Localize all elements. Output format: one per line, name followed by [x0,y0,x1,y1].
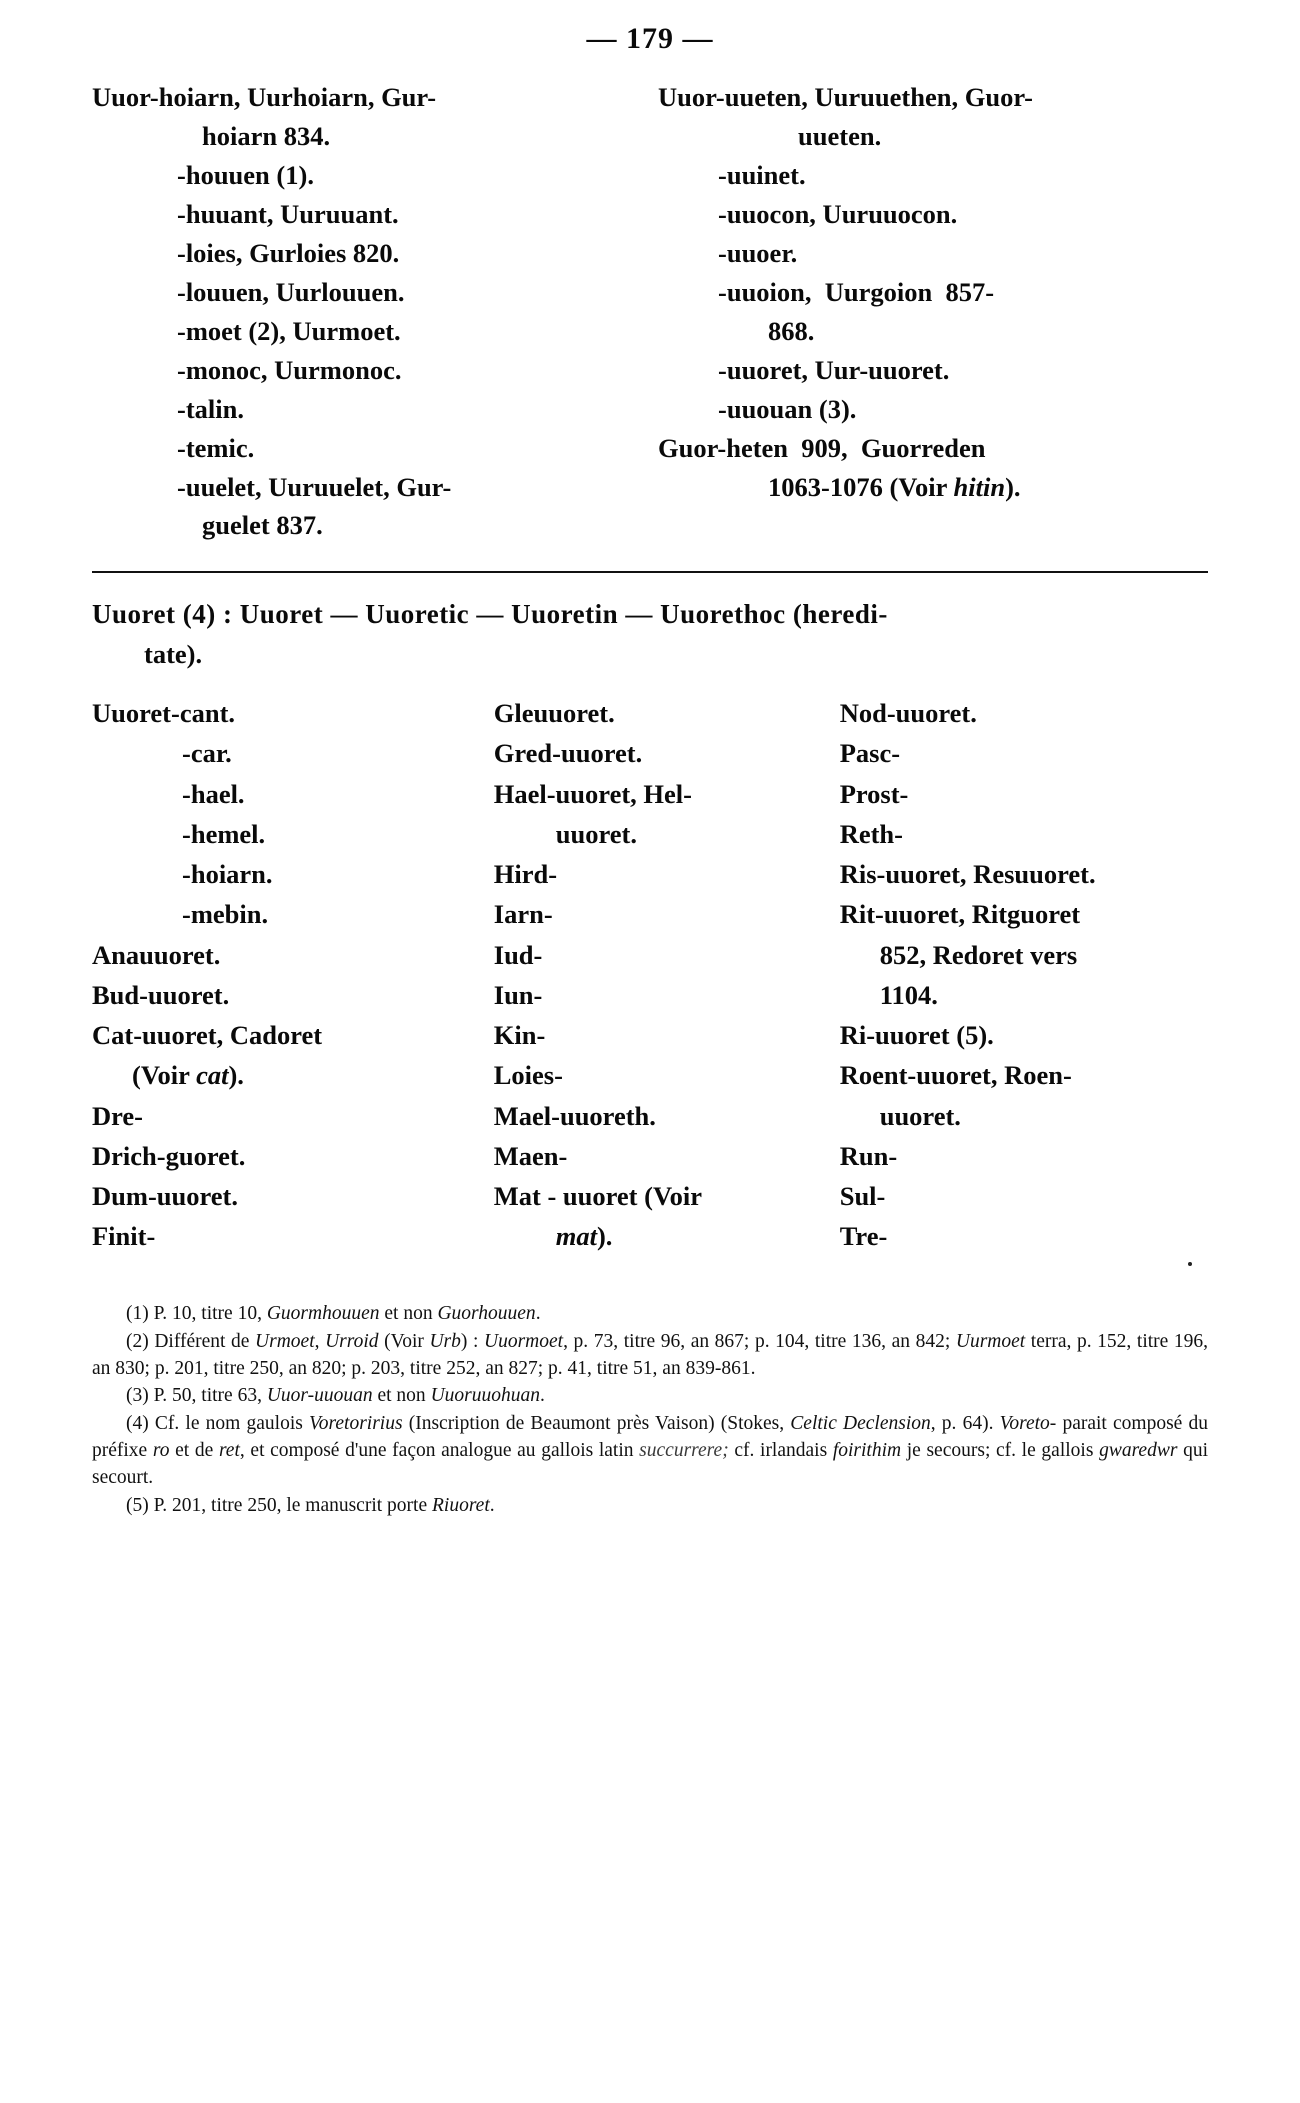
list-item: Bud-uuoret. [92,979,230,1010]
list-item: Iun- [493,979,543,1010]
list-item: Uuor-hoiarn, Uurhoiarn, Gur- [92,82,437,112]
list-item: Cat-uuoret, Cadoret [92,1020,323,1051]
list-item: -uuinet. [718,159,806,190]
list-item: -loies, Gurloies 820. [177,237,400,268]
list-item: -houuen (1). [177,159,314,190]
list-item: -hemel. [182,818,266,849]
list-item: (Voir cat). [132,1060,244,1091]
list-item: uuoret. [555,818,637,849]
list-item: mat). [555,1221,613,1252]
compound-column-3 [840,693,1208,1257]
list-item: -temic. [177,432,255,463]
list-item: Uuor-uueten, Uuruuethen, Guor- [658,82,1033,112]
list-item: Tre- [839,1221,888,1252]
top-column-right [650,78,1208,545]
list-item: Dum-uuoret. [92,1181,238,1212]
list-item: -uuelet, Uuruuelet, Gur- [177,471,452,502]
list-item: -uuoion, Uurgoion 857- [718,276,995,307]
list-item: -talin. [177,393,244,424]
list-item: -uuocon, Uuruuocon. [718,198,958,229]
footnote-2: (2) Différent de Urmoet, Urroid (Voir Urb) : Uuormoet, p. 73, titre 96, an 867; p. 104, titre 136, an 842; Uurmoet terra, p. 152, titre 196, an 830; p. 201, titre 250, an 820; p. 203, titre 252, an 827; p. 41, titre 51, an 839-861. [92,1330,1209,1379]
compound-column-2 [494,693,840,1257]
page-number: — 179 — [586,22,714,55]
list-item: -louuen, Uurlouuen. [177,276,405,307]
footnote-3: (3) P. 50, titre 63, Uuor-uuouan et non Uuoruuohuan. [126,1385,545,1407]
list-item: -uuoret, Uur-uuoret. [718,354,950,385]
list-item: Iarn- [493,899,553,930]
list-item: Maen- [493,1140,568,1171]
footnote-section [92,1301,1208,1520]
list-item: -uuoer. [718,237,798,268]
list-item: -huuant, Uuruuant. [177,198,399,229]
compound-column-1 [92,693,494,1257]
list-item: Loies- [493,1060,563,1091]
list-item: Anauuoret. [92,939,221,970]
list-item: Iud- [493,939,543,970]
list-item: -hael. [182,778,245,809]
list-item: Finit- [92,1221,156,1252]
list-item: -hoiarn. [182,859,273,890]
list-item: Prost- [839,778,909,809]
list-item: Hael-uuoret, Hel- [493,778,692,809]
list-item: Gred-uuoret. [493,738,643,769]
list-item: 1104. [879,979,938,1010]
headword-entry [92,595,1208,673]
list-item: Ris-uuoret, Resuuoret. [839,859,1096,890]
list-item: -car. [182,738,232,769]
list-item: Uuoret-cant. [92,698,236,728]
list-item: -moet (2), Uurmoet. [177,315,401,346]
list-item: Drich-guoret. [92,1140,246,1171]
top-two-column-list [92,78,1208,545]
list-item: Rit-uuoret, Ritguoret [839,899,1081,930]
list-item: Reth- [839,818,903,849]
list-item: Mat - uuoret (Voir [493,1181,703,1212]
headword-line-1: Uuoret (4) : Uuoret — Uuoretic — Uuoretin — Uuorethoc (heredi- [92,599,888,630]
list-item: Sul- [839,1181,886,1212]
list-item: hoiarn 834. [202,120,331,151]
list-item: Roent-uuoret, Roen- [839,1060,1072,1091]
list-item: -uuouan (3). [718,393,857,424]
list-item: Mael-uuoreth. [493,1100,656,1131]
footnote-5: (5) P. 201, titre 250, le manuscrit porte Riuoret. [126,1495,495,1517]
section-divider [92,571,1208,573]
list-item: uuoret. [879,1100,961,1131]
list-item: 1063-1076 (Voir hitin). [768,471,1021,502]
list-item: Hird- [493,859,558,890]
list-item: guelet 837. [202,510,323,541]
ink-speck [1188,1262,1192,1266]
list-item: Kin- [493,1020,546,1051]
list-item: Ri-uuoret (5). [839,1020,994,1051]
list-item: Dre- [92,1100,144,1131]
list-item: -mebin. [182,899,269,930]
list-item: 852, Redoret vers [879,939,1078,970]
top-column-left [92,78,650,545]
footnote-1: (1) P. 10, titre 10, Guormhouuen et non Guorhouuen. [126,1302,541,1324]
list-item: Nod-uuoret. [839,698,977,728]
list-item: Pasc- [839,738,901,769]
list-item: Guor-heten 909, Guorreden [658,432,986,463]
list-item: 868. [768,315,815,346]
footnote-4: (4) Cf. le nom gaulois Voretoririus (Inscription de Beaumont près Vaison) (Stokes, Celtic Declension, p. 64). Voreto- parait composé du préfixe ro et de ret, et composé d'une façon analogue au gallois latin succurrere; cf. irlandais foirithim je secours; cf. le gallois gwaredwr qui secourt. [92,1413,1209,1489]
compound-three-column-list [92,693,1208,1257]
list-item: uueten. [798,120,882,151]
list-item: Run- [839,1140,898,1171]
list-item: Gleuuoret. [493,698,615,728]
headword-line-2: tate). [144,638,203,669]
list-item: -monoc, Uurmonoc. [177,354,402,385]
